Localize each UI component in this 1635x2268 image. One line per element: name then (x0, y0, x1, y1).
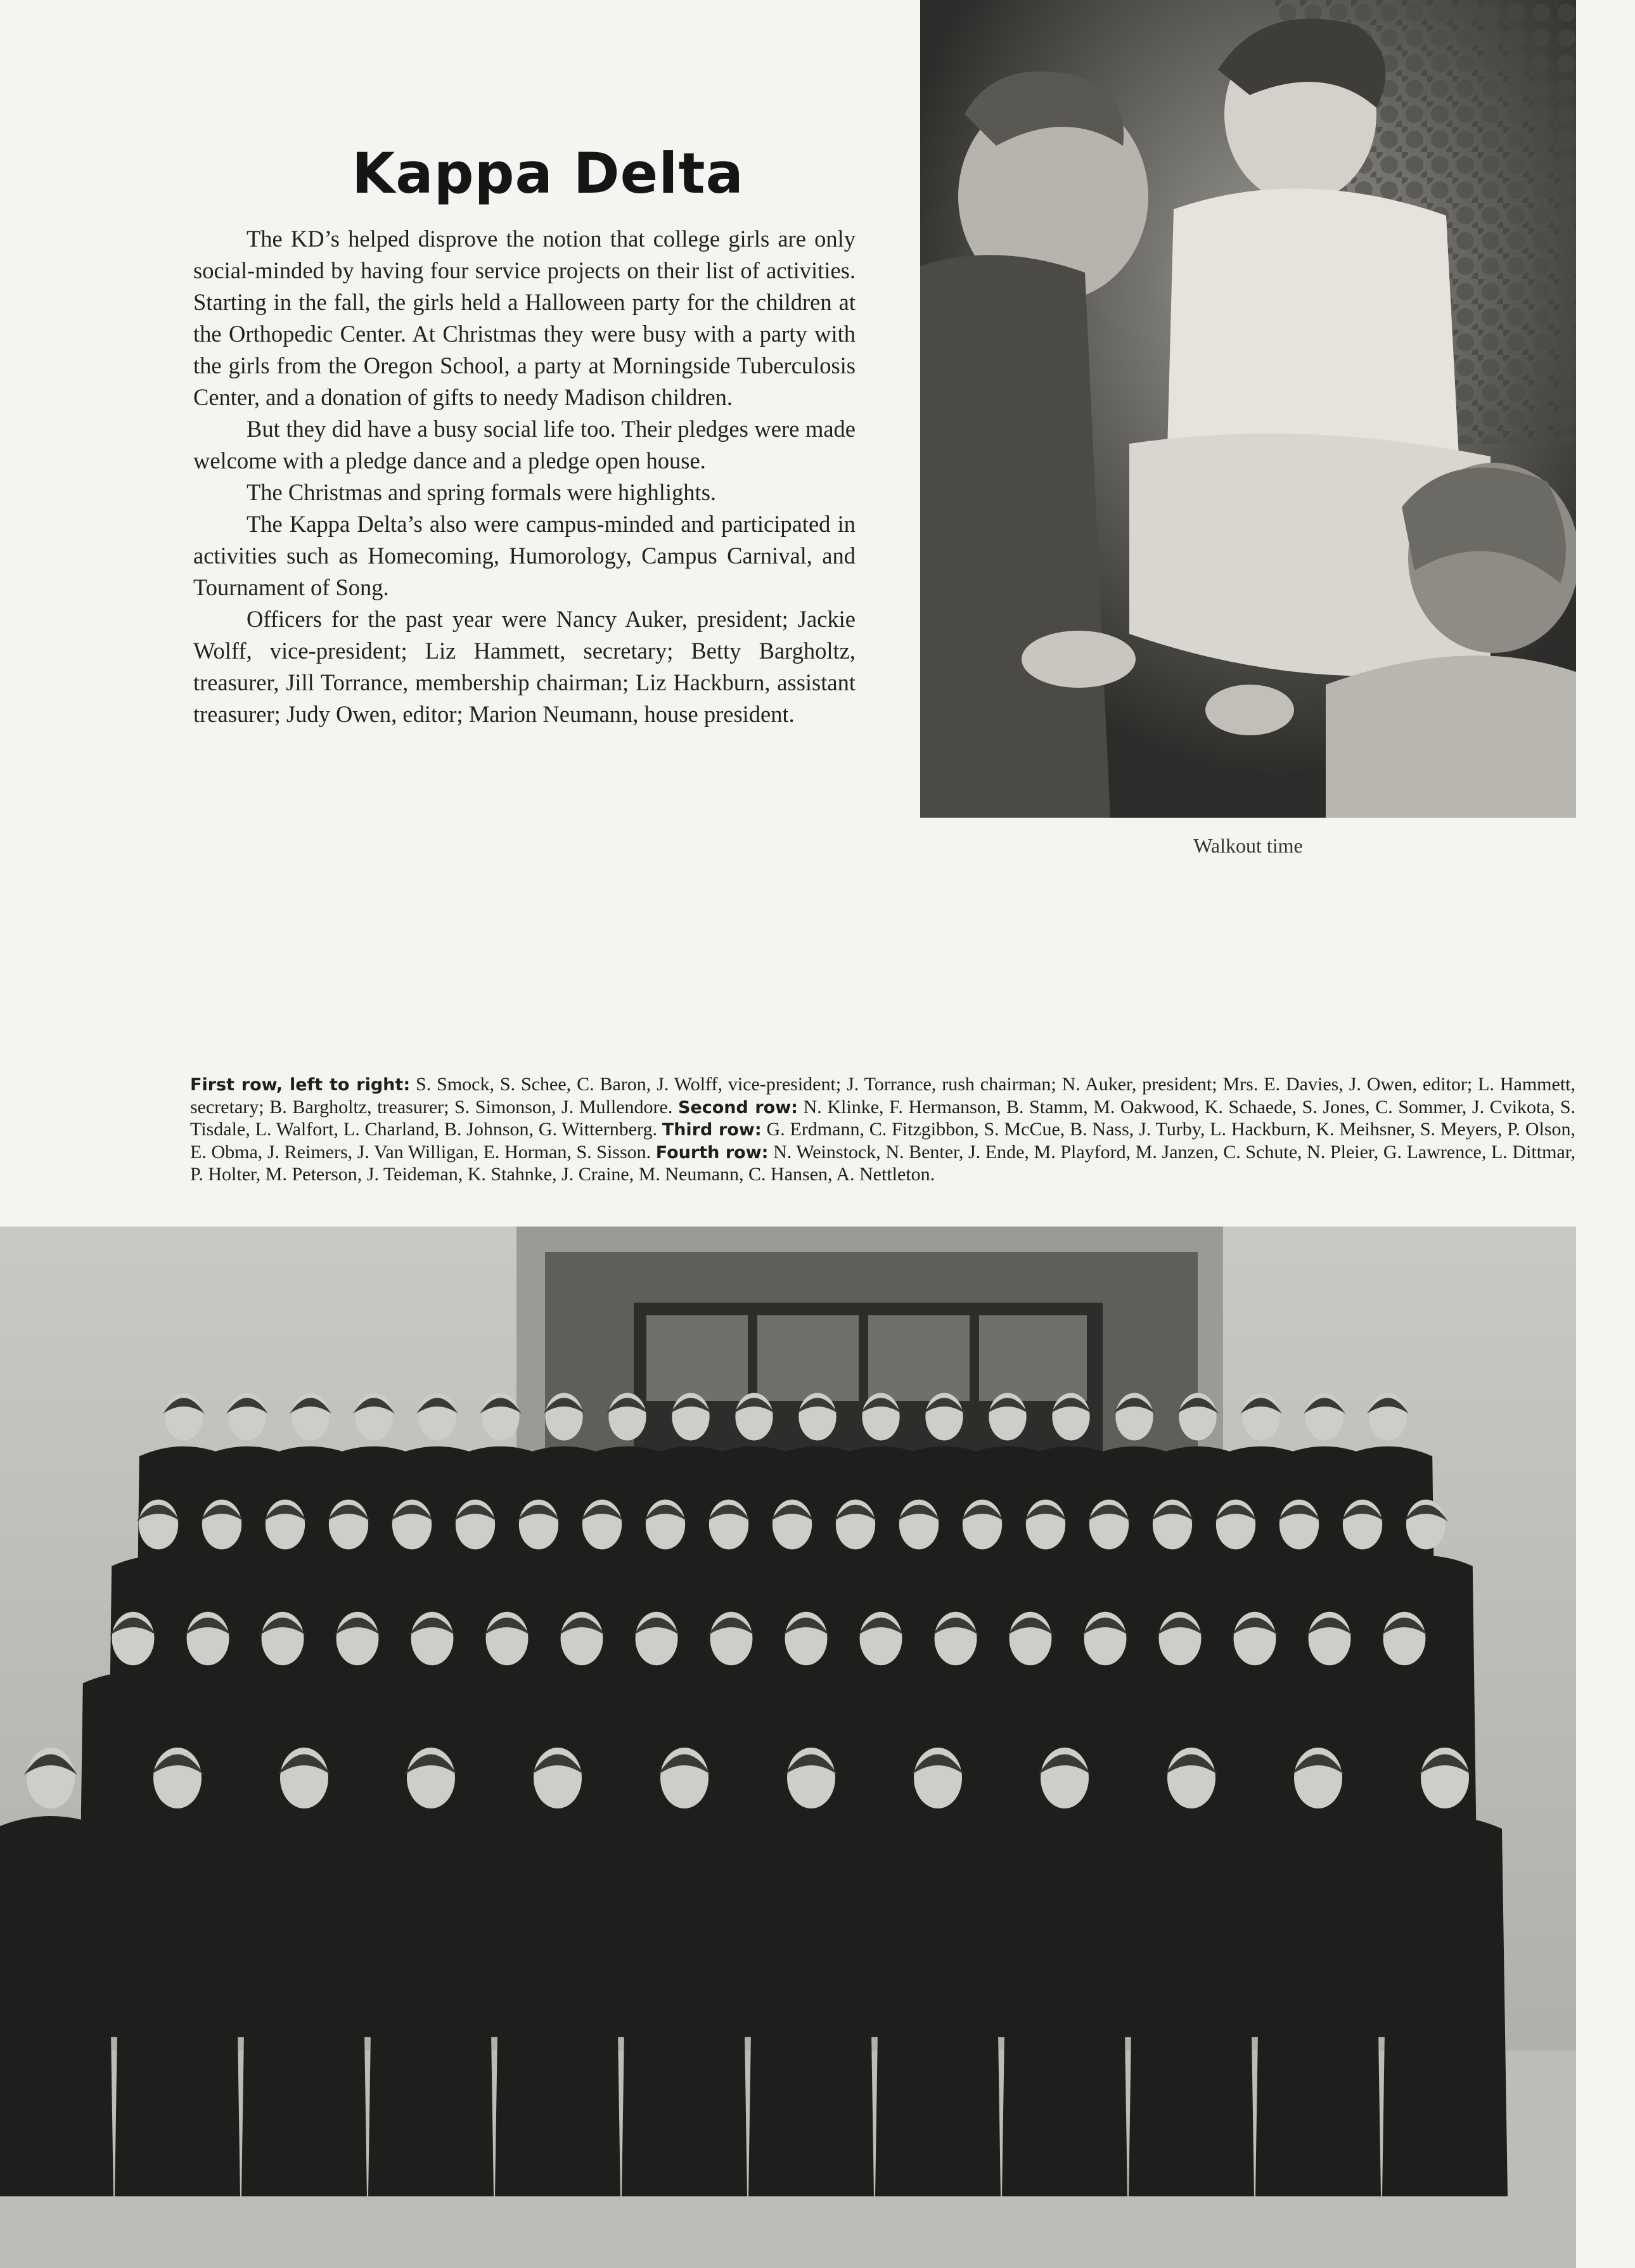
row-label: Fourth row: (655, 1142, 769, 1163)
candid-photo (920, 0, 1576, 818)
group-photo (0, 1227, 1576, 2268)
article-paragraph: The KD’s helped disprove the notion that college girls are only social-minded by having four service projects on their list of activities. Starting in the fall, the girls held a Halloween party for the children at the Orthopedic Center. At Christmas they were busy with a party with the girls from the Oregon School, a party at Morningside Tuberculosis Center, and a donation of gifts to needy Madison children. (193, 226, 856, 410)
article-paragraph: But they did have a busy social life too. Their pledges were made welcome with a pledge dance and a pledge open house. (193, 416, 856, 474)
row-label: First row, left to right: (190, 1075, 411, 1095)
row-label: Second row: (677, 1097, 798, 1118)
row-names: N. Klinke, F. Hermanson, B. Stamm, M. Oakwood, K. Schaede, S. Jones, C. Sommer, J. Cvikota, S. Tisdale, L. Walfort, L. Charland, B. Johnson, G. Witternberg. (190, 1096, 1576, 1140)
article-paragraph: The Christmas and spring formals were highlights. (247, 479, 717, 505)
row-names: N. Weinstock, N. Benter, J. Ende, M. Playford, M. Janzen, C. Schute, N. Pleier, G. Lawrence, L. Dittmar, P. Holter, M. Peterson, J. Teideman, K. Stahnke, J. Craine, M. Neumann, C. Hansen, A. Nettleton. (190, 1141, 1576, 1185)
article-paragraph: Officers for the past year were Nancy Auker, president; Jackie Wolff, vice-president; Liz Hammett, secretary; Betty Bargholtz, treasurer, Jill Torrance, membership chairman; Liz Hackburn, assistant treasurer; Judy Owen, editor; Marion Neumann, house president. (193, 606, 856, 727)
row-names: S. Smock, S. Schee, C. Baron, J. Wolff, vice-president; J. Torrance, rush chairman; N. Auker, president; Mrs. E. Davies, J. Owen, editor; L. Hammett, secretary; B. Bargholtz, treasurer; S. Simonson, J. Mullendore. (190, 1074, 1575, 1118)
article-body (193, 223, 856, 730)
article-paragraph: The Kappa Delta’s also were campus-minded and participated in activities such as Homecoming, Humorology, Campus Carnival, and Tournament of Song. (193, 511, 856, 600)
photo-caption: Walkout time (1193, 834, 1303, 857)
page-title: Kappa Delta (352, 141, 744, 206)
member-roster (190, 1074, 1575, 1186)
row-names: G. Erdmann, C. Fitzgibbon, S. McCue, B. Nass, J. Turby, L. Hackburn, K. Meihsner, S. Meyers, P. Olson, E. Obma, J. Reimers, J. Van Willigan, E. Horman, S. Sisson. (190, 1119, 1576, 1163)
row-label: Third row: (662, 1120, 762, 1140)
